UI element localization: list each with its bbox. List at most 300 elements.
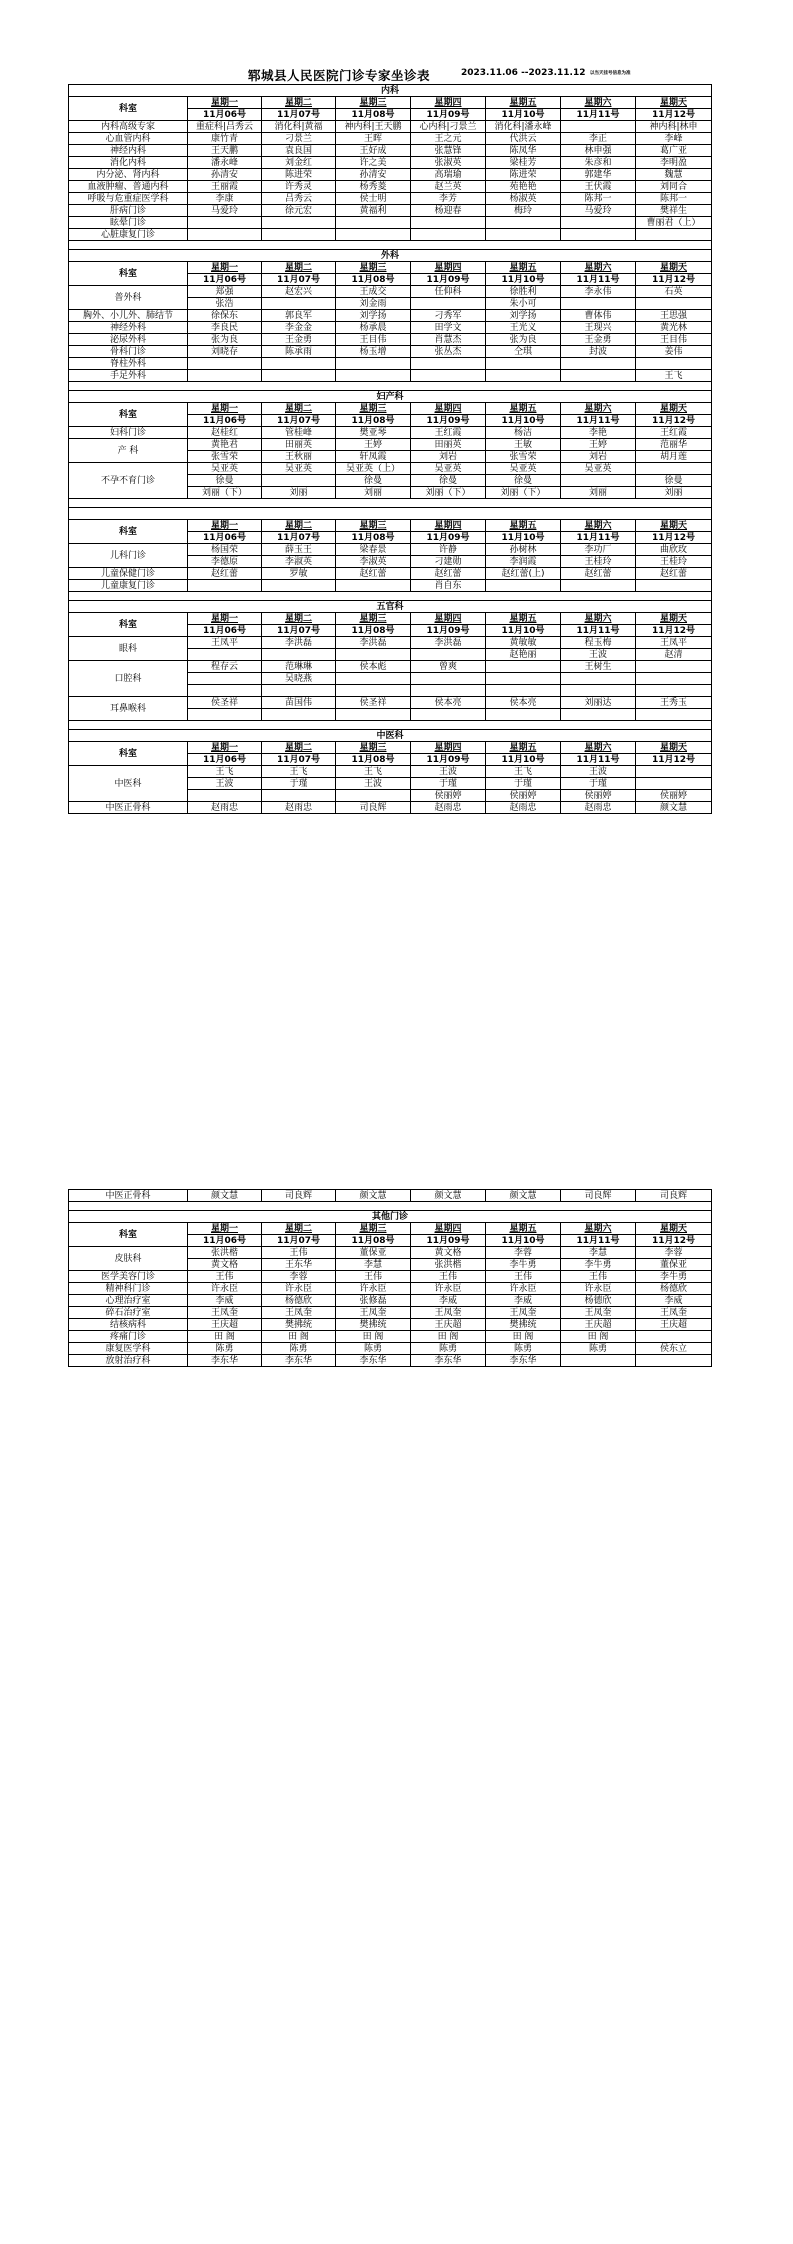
dept-name: 结核病科	[69, 1319, 188, 1331]
doctor-cell: 王飞	[262, 766, 336, 778]
schedule-note: 以当天挂号信息为准	[590, 71, 631, 76]
doctor-cell: 王凤奎	[188, 1307, 262, 1319]
doctor-cell: 徐元宏	[262, 205, 336, 217]
schedule-row	[69, 157, 712, 169]
doctor-cell: 梁桂芳	[486, 157, 561, 169]
section-title: 妇产科	[69, 391, 712, 403]
doctor-cell: 管桂峰	[262, 427, 336, 439]
date-header: 11月07号	[262, 415, 336, 427]
doctor-cell: 徐胜利	[486, 286, 561, 298]
doctor-cell: 侯本亮	[411, 697, 486, 709]
doctor-cell	[188, 790, 262, 802]
schedule-row	[69, 181, 712, 193]
schedule-row	[69, 145, 712, 157]
doctor-cell: 王庆超	[561, 1319, 636, 1331]
doctor-cell: 李艳	[561, 427, 636, 439]
section-title-row	[69, 250, 712, 262]
dept-name: 呼吸与危重症医学科	[69, 193, 188, 205]
doctor-cell: 赵雨忠	[188, 802, 262, 814]
dept-name: 产 科	[69, 439, 188, 463]
doctor-cell	[336, 370, 411, 382]
doctor-cell: 王之元	[411, 133, 486, 145]
doctor-cell: 陈邦一	[636, 193, 712, 205]
doctor-cell: 林申强	[561, 145, 636, 157]
doctor-cell: 刁景兰	[262, 133, 336, 145]
doctor-cell	[336, 790, 411, 802]
page-title: 郓城县人民医院门诊专家坐诊表	[248, 68, 431, 83]
doctor-cell	[262, 709, 336, 721]
weekday-header: 星期三	[336, 1223, 411, 1235]
doctor-cell: 李芳	[411, 193, 486, 205]
date-header: 11月10号	[486, 415, 561, 427]
doctor-cell: 王伟	[486, 1271, 561, 1283]
doctor-cell: 赵宏兴	[262, 286, 336, 298]
section-title: 外科	[69, 250, 712, 262]
weekday-header: 星期一	[188, 520, 262, 532]
dept-name: 神经外科	[69, 322, 188, 334]
doctor-cell	[561, 1355, 636, 1367]
schedule-row	[69, 193, 712, 205]
doctor-cell: 李明盈	[636, 157, 712, 169]
section-title: 五官科	[69, 601, 712, 613]
doctor-cell: 赵雨忠	[411, 802, 486, 814]
doctor-cell: 李东华	[336, 1355, 411, 1367]
doctor-cell: 李牛勇	[636, 1271, 712, 1283]
doctor-cell: 吴亚英	[188, 463, 262, 475]
doctor-cell: 张洪楷	[411, 1259, 486, 1271]
doctor-cell: 程存云	[188, 661, 262, 673]
weekday-row	[69, 97, 712, 109]
doctor-cell: 李蓉	[262, 1271, 336, 1283]
date-header: 11月11号	[561, 532, 636, 544]
doctor-cell: 曹丽君（上）	[636, 217, 712, 229]
dept-header: 科室	[69, 262, 188, 286]
doctor-cell: 王伟	[411, 1271, 486, 1283]
date-header: 11月11号	[561, 754, 636, 766]
doctor-cell	[561, 685, 636, 697]
date-header: 11月07号	[262, 754, 336, 766]
doctor-cell: 徐曼	[336, 475, 411, 487]
schedule-row	[69, 286, 712, 298]
doctor-cell: 苑艳艳	[486, 181, 561, 193]
dept-name: 中医正骨科	[69, 802, 188, 814]
weekday-header: 星期二	[262, 520, 336, 532]
dept-name: 皮肤科	[69, 1247, 188, 1271]
doctor-cell: 王波	[336, 778, 411, 790]
doctor-cell: 颜文慧	[411, 1190, 486, 1202]
doctor-cell: 刘丽	[561, 487, 636, 499]
doctor-cell: 王庆超	[411, 1319, 486, 1331]
doctor-cell: 刘晓存	[188, 346, 262, 358]
doctor-cell: 司良辉	[636, 1190, 712, 1202]
doctor-cell: 田学文	[411, 322, 486, 334]
doctor-cell: 李威	[411, 1295, 486, 1307]
date-header: 11月10号	[486, 109, 561, 121]
doctor-cell: 许永臣	[486, 1283, 561, 1295]
schedule-table-part2	[68, 1189, 712, 1367]
doctor-cell: 李东华	[411, 1355, 486, 1367]
dept-name: 内科高级专家	[69, 121, 188, 133]
doctor-cell: 杨德欣	[561, 1295, 636, 1307]
schedule-row	[69, 1343, 712, 1355]
weekday-header: 星期五	[486, 742, 561, 754]
dept-name: 中医正骨科	[69, 1190, 188, 1202]
doctor-cell: 刘学扬	[486, 310, 561, 322]
doctor-cell: 刘丽（下）	[188, 487, 262, 499]
dept-name: 泌尿外科	[69, 334, 188, 346]
weekday-header: 星期六	[561, 1223, 636, 1235]
date-header: 11月08号	[336, 1235, 411, 1247]
doctor-cell	[636, 229, 712, 241]
date-header: 11月12号	[636, 109, 712, 121]
doctor-cell: 朱彦和	[561, 157, 636, 169]
spacer-cell	[69, 592, 712, 601]
spacer-cell	[69, 499, 712, 508]
doctor-cell	[486, 685, 561, 697]
doctor-cell: 孙树林	[486, 544, 561, 556]
doctor-cell: 李康	[188, 193, 262, 205]
date-header: 11月11号	[561, 415, 636, 427]
doctor-cell	[336, 229, 411, 241]
doctor-cell: 王飞	[636, 370, 712, 382]
doctor-cell: 张丛杰	[411, 346, 486, 358]
schedule-row	[69, 697, 712, 709]
doctor-cell	[411, 685, 486, 697]
doctor-cell: 曲欣玫	[636, 544, 712, 556]
doctor-cell	[336, 709, 411, 721]
weekday-header: 星期六	[561, 262, 636, 274]
doctor-cell: 葛广亚	[636, 145, 712, 157]
doctor-cell: 王庆超	[636, 1319, 712, 1331]
doctor-cell: 田 阁	[262, 1331, 336, 1343]
doctor-cell: 许永臣	[561, 1283, 636, 1295]
doctor-cell: 张淑英	[411, 157, 486, 169]
doctor-cell: 张雪荣	[486, 451, 561, 463]
doctor-cell	[262, 217, 336, 229]
dept-name: 精神科门诊	[69, 1283, 188, 1295]
doctor-cell: 李牛勇	[486, 1259, 561, 1271]
doctor-cell: 王婷	[561, 439, 636, 451]
doctor-cell	[188, 229, 262, 241]
doctor-cell: 王婷	[336, 439, 411, 451]
weekday-header: 星期一	[188, 742, 262, 754]
doctor-cell: 樊拂统	[262, 1319, 336, 1331]
doctor-cell	[486, 217, 561, 229]
doctor-cell: 赵雨忠	[561, 802, 636, 814]
doctor-cell: 赵红蕾	[411, 568, 486, 580]
doctor-cell	[636, 778, 712, 790]
weekday-row	[69, 262, 712, 274]
title-row	[68, 66, 748, 84]
doctor-cell: 王红霞	[636, 427, 712, 439]
doctor-cell	[486, 673, 561, 685]
doctor-cell: 司良辉	[561, 1190, 636, 1202]
dept-name: 脊柱外科	[69, 358, 188, 370]
schedule-row	[69, 1271, 712, 1283]
doctor-cell: 李永伟	[561, 286, 636, 298]
spacer-row	[69, 499, 712, 508]
doctor-cell: 王凤平	[188, 637, 262, 649]
doctor-cell: 李东华	[486, 1355, 561, 1367]
doctor-cell: 王目伟	[336, 334, 411, 346]
doctor-cell: 赵桂红	[188, 427, 262, 439]
schedule-row	[69, 133, 712, 145]
doctor-cell: 薛玉王	[262, 544, 336, 556]
weekday-header: 星期二	[262, 1223, 336, 1235]
doctor-cell: 田 阁	[561, 1331, 636, 1343]
weekday-header: 星期六	[561, 742, 636, 754]
weekday-header: 星期天	[636, 613, 712, 625]
schedule-row	[69, 637, 712, 649]
spacer-row	[69, 382, 712, 391]
spacer-cell	[69, 1202, 712, 1211]
weekday-header: 星期三	[336, 520, 411, 532]
doctor-cell	[336, 673, 411, 685]
doctor-cell: 曾爽	[411, 661, 486, 673]
doctor-cell	[262, 298, 336, 310]
date-header: 11月08号	[336, 625, 411, 637]
schedule-row	[69, 766, 712, 778]
weekday-header: 星期天	[636, 262, 712, 274]
doctor-cell: 许永臣	[411, 1283, 486, 1295]
doctor-cell: 陈勇	[561, 1343, 636, 1355]
schedule-row	[69, 1295, 712, 1307]
schedule-row	[69, 1319, 712, 1331]
section-title	[69, 508, 712, 520]
doctor-cell	[636, 298, 712, 310]
dept-header: 科室	[69, 97, 188, 121]
doctor-cell: 张洪楷	[188, 1247, 262, 1259]
weekday-header: 星期天	[636, 742, 712, 754]
doctor-cell: 罗敏	[262, 568, 336, 580]
dept-name: 骨科门诊	[69, 346, 188, 358]
date-header: 11月09号	[411, 625, 486, 637]
doctor-cell: 杨秀菱	[336, 181, 411, 193]
doctor-cell: 侯圣祥	[188, 697, 262, 709]
dept-name: 儿科门诊	[69, 544, 188, 568]
date-header: 11月07号	[262, 274, 336, 286]
doctor-cell: 李良民	[188, 322, 262, 334]
doctor-cell	[561, 580, 636, 592]
doctor-cell	[636, 358, 712, 370]
doctor-cell: 梁春景	[336, 544, 411, 556]
weekday-header: 星期五	[486, 613, 561, 625]
dept-name: 不孕不育门诊	[69, 463, 188, 499]
doctor-cell: 李润霞	[486, 556, 561, 568]
doctor-cell: 赵红蕾	[561, 568, 636, 580]
doctor-cell	[336, 685, 411, 697]
doctor-cell: 杨德欣	[262, 1295, 336, 1307]
doctor-cell: 田 阁	[411, 1331, 486, 1343]
date-header: 11月07号	[262, 625, 336, 637]
doctor-cell: 郭建华	[561, 169, 636, 181]
doctor-cell: 于瑾	[411, 778, 486, 790]
doctor-cell	[262, 475, 336, 487]
doctor-cell: 封波	[561, 346, 636, 358]
doctor-cell: 李牛勇	[561, 1259, 636, 1271]
weekday-header: 星期三	[336, 97, 411, 109]
doctor-cell: 樊拂统	[486, 1319, 561, 1331]
weekday-header: 星期六	[561, 97, 636, 109]
doctor-cell: 吴亚英（上）	[336, 463, 411, 475]
doctor-cell	[561, 229, 636, 241]
doctor-cell: 黄文格	[188, 1259, 262, 1271]
dept-name: 放射治疗科	[69, 1355, 188, 1367]
schedule-row	[69, 370, 712, 382]
doctor-cell: 李金金	[262, 322, 336, 334]
doctor-cell: 王成交	[336, 286, 411, 298]
dept-header: 科室	[69, 742, 188, 766]
schedule-row	[69, 169, 712, 181]
weekday-header: 星期四	[411, 1223, 486, 1235]
schedule-row	[69, 439, 712, 451]
doctor-cell	[411, 649, 486, 661]
doctor-cell: 侯丽婷	[486, 790, 561, 802]
doctor-cell: 王思强	[636, 310, 712, 322]
dept-name: 手足外科	[69, 370, 188, 382]
doctor-cell: 张浩	[188, 298, 262, 310]
date-header: 11月09号	[411, 754, 486, 766]
doctor-cell: 苗国伟	[262, 697, 336, 709]
weekday-header: 星期四	[411, 97, 486, 109]
doctor-cell	[561, 298, 636, 310]
doctor-cell: 田 阁	[188, 1331, 262, 1343]
doctor-cell: 轩凤霞	[336, 451, 411, 463]
date-header: 11月12号	[636, 754, 712, 766]
dept-name: 儿童康复门诊	[69, 580, 188, 592]
doctor-cell: 许秀灵	[262, 181, 336, 193]
doctor-cell	[561, 217, 636, 229]
doctor-cell: 赵兰英	[411, 181, 486, 193]
dept-name: 心脏康复门诊	[69, 229, 188, 241]
doctor-cell: 赵雨忠	[486, 802, 561, 814]
doctor-cell	[262, 580, 336, 592]
weekday-header: 星期一	[188, 97, 262, 109]
doctor-cell: 刁秀军	[411, 310, 486, 322]
date-header: 11月07号	[262, 532, 336, 544]
schedule-row	[69, 1247, 712, 1259]
date-header: 11月12号	[636, 274, 712, 286]
dept-name: 碎石治疗室	[69, 1307, 188, 1319]
doctor-cell	[561, 709, 636, 721]
weekday-header: 星期四	[411, 262, 486, 274]
section-title-row	[69, 508, 712, 520]
doctor-cell	[486, 661, 561, 673]
doctor-cell	[561, 370, 636, 382]
doctor-cell: 刘丽（下）	[411, 487, 486, 499]
doctor-cell: 刘丽（下）	[486, 487, 561, 499]
doctor-cell: 张为良	[486, 334, 561, 346]
doctor-cell: 仝琪	[486, 346, 561, 358]
doctor-cell: 吴亚英	[561, 463, 636, 475]
dept-name: 血液肿瘤、普通内科	[69, 181, 188, 193]
doctor-cell: 陈勇	[188, 1343, 262, 1355]
doctor-cell: 陈邦一	[561, 193, 636, 205]
doctor-cell	[262, 649, 336, 661]
doctor-cell	[636, 580, 712, 592]
weekday-header: 星期天	[636, 97, 712, 109]
doctor-cell: 刘丽	[262, 487, 336, 499]
date-header: 11月07号	[262, 1235, 336, 1247]
section-title-row	[69, 601, 712, 613]
schedule-row	[69, 205, 712, 217]
doctor-cell: 颜文慧	[336, 1190, 411, 1202]
schedule-row	[69, 802, 712, 814]
doctor-cell: 王庆超	[188, 1319, 262, 1331]
schedule-row	[69, 568, 712, 580]
doctor-cell	[188, 580, 262, 592]
doctor-cell: 李德原	[188, 556, 262, 568]
doctor-cell: 张修磊	[336, 1295, 411, 1307]
doctor-cell: 赵艳丽	[486, 649, 561, 661]
doctor-cell	[411, 673, 486, 685]
date-header: 11月10号	[486, 532, 561, 544]
weekday-row	[69, 742, 712, 754]
spacer-row	[69, 241, 712, 250]
dept-name: 消化内科	[69, 157, 188, 169]
doctor-cell: 王凤奎	[411, 1307, 486, 1319]
doctor-cell: 王波	[561, 649, 636, 661]
doctor-cell: 董保亚	[636, 1259, 712, 1271]
doctor-cell: 刘岩	[561, 451, 636, 463]
weekday-header: 星期二	[262, 97, 336, 109]
doctor-cell: 徐曼	[188, 475, 262, 487]
doctor-cell	[561, 475, 636, 487]
doctor-cell: 李威	[188, 1295, 262, 1307]
weekday-header: 星期三	[336, 613, 411, 625]
spacer-cell	[69, 241, 712, 250]
doctor-cell: 王伟	[188, 1271, 262, 1283]
dept-name: 胸外、小儿外、肺结节	[69, 310, 188, 322]
date-header: 11月12号	[636, 625, 712, 637]
doctor-cell: 范丽华	[636, 439, 712, 451]
doctor-cell	[188, 673, 262, 685]
schedule-row	[69, 334, 712, 346]
doctor-cell: 杨淑英	[486, 193, 561, 205]
doctor-cell: 李淑英	[262, 556, 336, 568]
weekday-header: 星期一	[188, 1223, 262, 1235]
doctor-cell: 王东华	[262, 1259, 336, 1271]
doctor-cell: 王凤奎	[561, 1307, 636, 1319]
doctor-cell: 李正	[561, 133, 636, 145]
weekday-row	[69, 1223, 712, 1235]
doctor-cell: 王伟	[262, 1247, 336, 1259]
schedule-row	[69, 358, 712, 370]
date-header: 11月09号	[411, 1235, 486, 1247]
schedule-row	[69, 544, 712, 556]
doctor-cell: 王波	[411, 766, 486, 778]
spacer-row	[69, 592, 712, 601]
doctor-cell: 吴亚英	[486, 463, 561, 475]
doctor-cell: 董保亚	[336, 1247, 411, 1259]
schedule-row	[69, 1355, 712, 1367]
schedule-row	[69, 229, 712, 241]
schedule-row	[69, 463, 712, 475]
dept-name: 心血管内科	[69, 133, 188, 145]
weekday-header: 星期四	[411, 613, 486, 625]
doctor-cell	[486, 229, 561, 241]
date-header: 11月06号	[188, 754, 262, 766]
date-header: 11月08号	[336, 754, 411, 766]
doctor-cell: 李威	[636, 1295, 712, 1307]
dept-header: 科室	[69, 520, 188, 544]
date-header: 11月12号	[636, 415, 712, 427]
doctor-cell: 王秀玉	[636, 697, 712, 709]
dept-name: 肝病门诊	[69, 205, 188, 217]
doctor-cell: 王目伟	[636, 334, 712, 346]
weekday-header: 星期二	[262, 613, 336, 625]
doctor-cell	[486, 709, 561, 721]
